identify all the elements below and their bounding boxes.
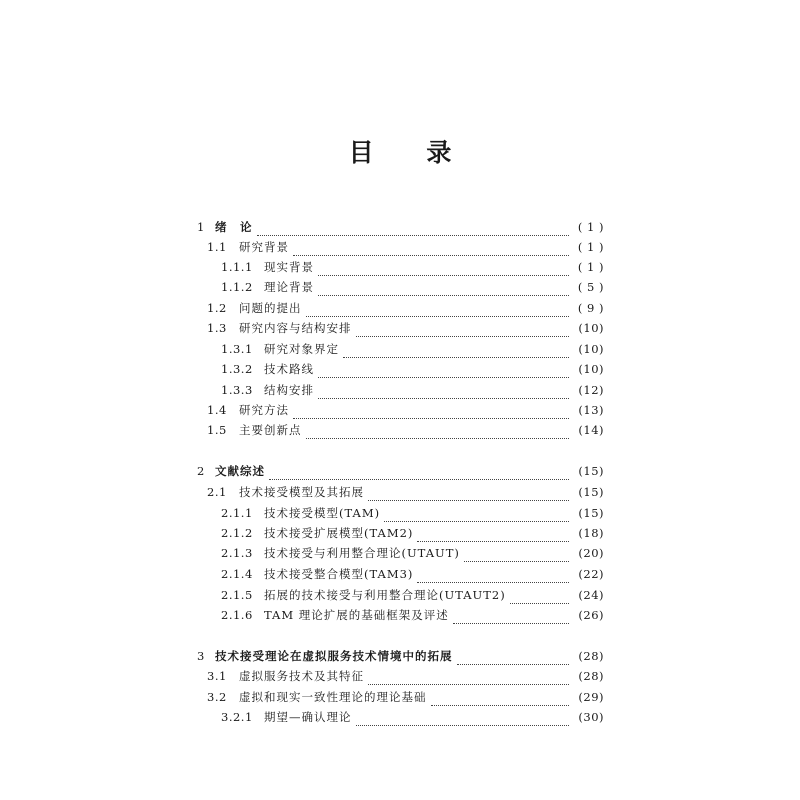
toc-entry[interactable] bbox=[0, 504, 800, 522]
toc-leader-dots bbox=[368, 667, 569, 685]
toc-leader-dots bbox=[356, 708, 570, 726]
toc-entry-label: 拓展的技术接受与利用整合理论(UTAUT2) bbox=[264, 588, 506, 602]
toc-entry[interactable] bbox=[0, 360, 800, 378]
toc-entry-label: 研究方法 bbox=[239, 403, 289, 417]
toc-entry-label: 技术路线 bbox=[264, 362, 314, 376]
toc-entry-page: ( 1 ) bbox=[577, 240, 604, 254]
page-title: 目 录 bbox=[348, 138, 474, 167]
toc-entry-number: 2.1.1 bbox=[221, 506, 253, 520]
toc-leader-dots bbox=[453, 606, 569, 624]
toc-entry-page: (14) bbox=[578, 423, 604, 437]
toc-entry-number: 2.1.3 bbox=[221, 546, 253, 560]
toc-entry-page: (15) bbox=[578, 485, 604, 499]
toc-entry-label: 期望—确认理论 bbox=[264, 710, 352, 724]
toc-entry-label: 技术接受与利用整合理论(UTAUT) bbox=[264, 546, 460, 560]
toc-entry-label: 问题的提出 bbox=[239, 301, 302, 315]
toc-entry-page: ( 1 ) bbox=[577, 220, 604, 234]
toc-entry-number: 1.5 bbox=[207, 423, 227, 437]
toc-entry-page: (24) bbox=[578, 588, 604, 602]
toc-entry-number: 1.3.2 bbox=[221, 362, 253, 376]
toc-entry-number: 2 bbox=[197, 464, 205, 478]
toc-entry-label: 主要创新点 bbox=[239, 423, 302, 437]
toc-leader-dots bbox=[343, 340, 569, 358]
toc-entry-page: (18) bbox=[578, 526, 604, 540]
toc-entry-number: 1.1.2 bbox=[221, 280, 253, 294]
toc-entry-number: 2.1.4 bbox=[221, 567, 253, 581]
toc-entry[interactable] bbox=[0, 524, 800, 542]
toc-entry-number: 1.3 bbox=[207, 321, 227, 335]
toc-entry-page: (29) bbox=[578, 690, 604, 704]
toc-entry[interactable] bbox=[0, 708, 800, 726]
toc-leader-dots bbox=[293, 238, 569, 256]
toc-entry-number: 3.1 bbox=[207, 669, 227, 683]
toc-entry-label: 理论背景 bbox=[264, 280, 314, 294]
toc-entry[interactable] bbox=[0, 688, 800, 706]
toc-leader-dots bbox=[293, 401, 569, 419]
toc-entry-page: (10) bbox=[578, 321, 604, 335]
toc-leader-dots bbox=[306, 421, 570, 439]
toc-leader-dots bbox=[318, 258, 569, 276]
toc-entry-label: 技术接受扩展模型(TAM2) bbox=[264, 526, 414, 540]
toc-entry[interactable] bbox=[0, 647, 800, 665]
toc-entry[interactable] bbox=[0, 586, 800, 604]
toc-entry-page: (28) bbox=[578, 669, 604, 683]
toc-leader-dots bbox=[318, 360, 569, 378]
toc-entry-number: 1.4 bbox=[207, 403, 227, 417]
toc-entry-page: ( 1 ) bbox=[577, 260, 604, 274]
toc-leader-dots bbox=[457, 647, 570, 665]
toc-entry[interactable] bbox=[0, 606, 800, 624]
toc-entry-label: 现实背景 bbox=[264, 260, 314, 274]
toc-leader-dots bbox=[464, 544, 569, 562]
toc-leader-dots bbox=[257, 218, 570, 236]
toc-entry-page: (20) bbox=[578, 546, 604, 560]
toc-entry-label: 研究背景 bbox=[239, 240, 289, 254]
toc-entry-page: (13) bbox=[578, 403, 604, 417]
toc-leader-dots bbox=[417, 565, 569, 583]
toc-entry-page: (15) bbox=[578, 464, 604, 478]
toc-entry-label: 技术接受理论在虚拟服务技术情境中的拓展 bbox=[215, 649, 453, 663]
toc-entry-page: (10) bbox=[578, 342, 604, 356]
toc-leader-dots bbox=[510, 586, 569, 604]
toc-entry-label: 文献综述 bbox=[215, 464, 265, 478]
toc-leader-dots bbox=[431, 688, 570, 706]
toc-leader-dots bbox=[306, 299, 570, 317]
toc-entry-page: (30) bbox=[578, 710, 604, 724]
toc-entry-number: 1 bbox=[197, 220, 205, 234]
toc-entry[interactable] bbox=[0, 381, 800, 399]
toc-entry-page: (22) bbox=[578, 567, 604, 581]
toc-entry-label: 研究内容与结构安排 bbox=[239, 321, 352, 335]
toc-entry[interactable] bbox=[0, 565, 800, 583]
toc-entry[interactable] bbox=[0, 340, 800, 358]
toc-entry[interactable] bbox=[0, 401, 800, 419]
toc-entry-label: 技术接受模型(TAM) bbox=[264, 506, 381, 520]
toc-entry-number: 2.1 bbox=[207, 485, 227, 499]
toc-entry[interactable] bbox=[0, 258, 800, 276]
toc-entry-page: (12) bbox=[578, 383, 604, 397]
toc-entry-number: 2.1.2 bbox=[221, 526, 253, 540]
toc-entry-number: 3 bbox=[197, 649, 205, 663]
toc-entry-number: 1.3.1 bbox=[221, 342, 253, 356]
toc-entry[interactable] bbox=[0, 421, 800, 439]
toc-entry-number: 1.1.1 bbox=[221, 260, 253, 274]
toc-entry[interactable] bbox=[0, 462, 800, 480]
toc-entry[interactable] bbox=[0, 319, 800, 337]
toc-entry[interactable] bbox=[0, 667, 800, 685]
toc-leader-dots bbox=[356, 319, 570, 337]
toc-entry-page: (26) bbox=[578, 608, 604, 622]
toc-entry[interactable] bbox=[0, 238, 800, 256]
toc-leader-dots bbox=[318, 381, 569, 399]
toc-entry[interactable] bbox=[0, 544, 800, 562]
toc-leader-dots bbox=[384, 504, 569, 522]
toc-entry-number: 1.1 bbox=[207, 240, 227, 254]
toc-entry-label: 绪 论 bbox=[215, 220, 253, 234]
toc-leader-dots bbox=[417, 524, 569, 542]
toc-entry-number: 3.2.1 bbox=[221, 710, 253, 724]
toc-entry[interactable] bbox=[0, 299, 800, 317]
toc-entry-number: 2.1.6 bbox=[221, 608, 253, 622]
toc-entry-number: 1.3.3 bbox=[221, 383, 253, 397]
toc-entry[interactable] bbox=[0, 218, 800, 236]
toc-entry-label: TAM 理论扩展的基础框架及评述 bbox=[264, 608, 449, 622]
toc-entry-page: (28) bbox=[578, 649, 604, 663]
toc-entry-page: (15) bbox=[578, 506, 604, 520]
toc-entry-page: ( 5 ) bbox=[577, 280, 604, 294]
toc-entry-label: 技术接受模型及其拓展 bbox=[239, 485, 364, 499]
toc-entry-label: 虚拟和现实一致性理论的理论基础 bbox=[239, 690, 427, 704]
toc-leader-dots bbox=[368, 483, 569, 501]
toc-entry-label: 结构安排 bbox=[264, 383, 314, 397]
toc-entry-number: 2.1.5 bbox=[221, 588, 253, 602]
toc-entry[interactable] bbox=[0, 278, 800, 296]
toc-leader-dots bbox=[318, 278, 569, 296]
toc-entry-page: ( 9 ) bbox=[577, 301, 604, 315]
toc-entry-label: 虚拟服务技术及其特征 bbox=[239, 669, 364, 683]
toc-leader-dots bbox=[269, 462, 569, 480]
toc-entry-number: 1.2 bbox=[207, 301, 227, 315]
toc-entry-number: 3.2 bbox=[207, 690, 227, 704]
toc-entry-label: 研究对象界定 bbox=[264, 342, 339, 356]
toc-entry-label: 技术接受整合模型(TAM3) bbox=[264, 567, 414, 581]
toc-entry-page: (10) bbox=[578, 362, 604, 376]
toc-entry[interactable] bbox=[0, 483, 800, 501]
